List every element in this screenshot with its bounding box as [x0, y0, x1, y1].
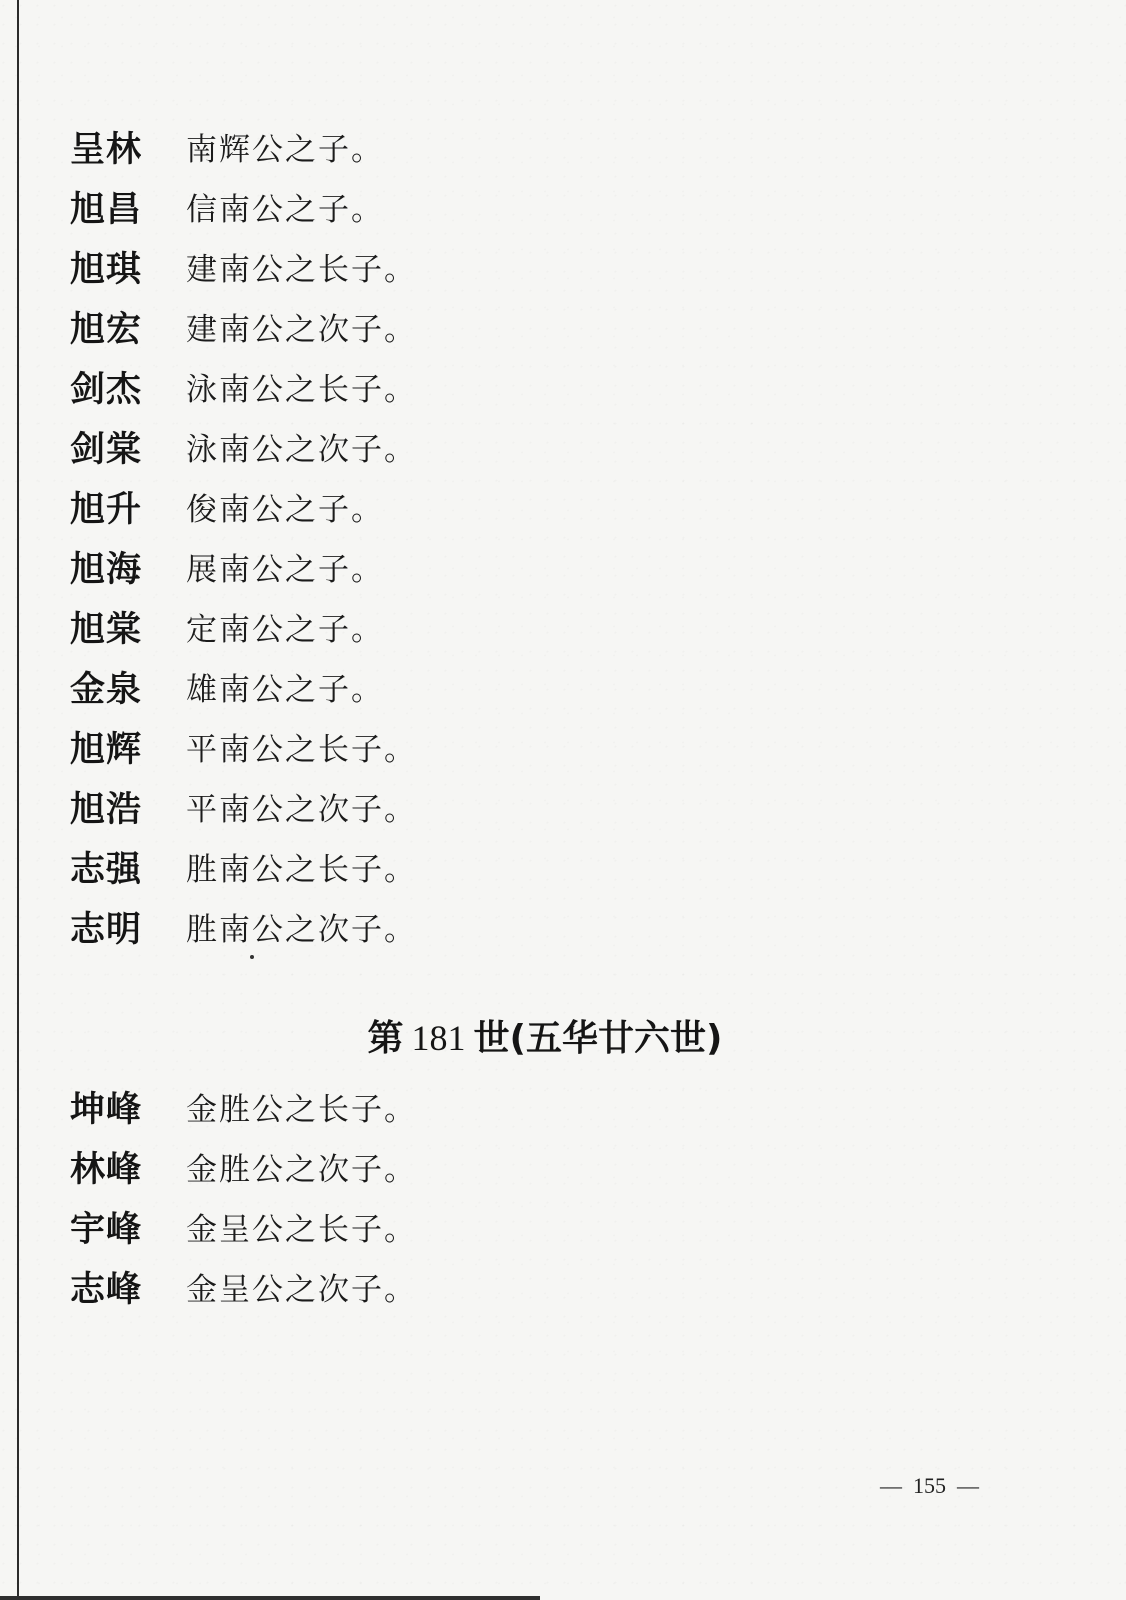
person-name: 志强 — [70, 849, 143, 890]
lineage-note: 建南公之长子。 — [186, 251, 417, 288]
list-item — [70, 360, 417, 420]
lineage-note: 雄南公之子。 — [186, 671, 384, 708]
lineage-note: 俊南公之子。 — [186, 491, 384, 528]
lineage-note: 金胜公之长子。 — [186, 1091, 417, 1128]
lineage-note: 金呈公之次子。 — [186, 1271, 417, 1308]
list-item — [70, 780, 417, 840]
person-name: 旭琪 — [70, 249, 143, 290]
list-item — [70, 1080, 417, 1140]
person-name: 剑杰 — [70, 369, 143, 410]
person-name: 坤峰 — [70, 1089, 143, 1130]
person-name: 剑棠 — [70, 429, 143, 470]
person-name: 金泉 — [70, 669, 143, 710]
scan-speck — [250, 955, 254, 959]
heading-number: 181 — [411, 1018, 466, 1058]
list-item — [70, 480, 417, 540]
person-name: 旭升 — [70, 489, 143, 530]
lineage-note: 泳南公之长子。 — [186, 371, 417, 408]
list-item — [70, 300, 417, 360]
list-item — [70, 1260, 417, 1320]
heading-prefix: 第 — [367, 1018, 404, 1059]
list-item — [70, 420, 417, 480]
list-item — [70, 540, 417, 600]
lineage-note: 建南公之次子。 — [186, 311, 417, 348]
scan-bottom-edge — [0, 1596, 540, 1600]
heading-suffix: 世(五华廿六世) — [473, 1018, 723, 1059]
list-item — [70, 840, 417, 900]
list-item — [70, 240, 417, 300]
lineage-note: 胜南公之次子。 — [186, 911, 417, 948]
person-name: 宇峰 — [70, 1209, 143, 1250]
lineage-note: 平南公之次子。 — [186, 791, 417, 828]
lineage-note: 信南公之子。 — [186, 191, 384, 228]
lineage-note: 金胜公之次子。 — [186, 1151, 417, 1188]
person-name: 旭宏 — [70, 309, 143, 350]
lineage-note: 定南公之子。 — [186, 611, 384, 648]
binding-edge — [17, 0, 19, 1600]
list-item — [70, 120, 417, 180]
list-item — [70, 900, 417, 960]
person-name: 旭浩 — [70, 789, 143, 830]
page-number: — 155 — — [880, 1473, 979, 1498]
person-name: 志明 — [70, 909, 143, 950]
list-item — [70, 720, 417, 780]
person-name: 林峰 — [70, 1149, 143, 1190]
person-name: 旭辉 — [70, 729, 143, 770]
list-item — [70, 1140, 417, 1200]
lineage-note: 平南公之长子。 — [186, 731, 417, 768]
list-item — [70, 1200, 417, 1260]
generation-heading — [0, 1020, 1090, 1057]
lineage-note: 泳南公之次子。 — [186, 431, 417, 468]
list-item — [70, 660, 417, 720]
person-name: 旭昌 — [70, 189, 143, 230]
genealogy-list-generation-181 — [70, 1080, 417, 1320]
person-name: 旭棠 — [70, 609, 143, 650]
lineage-note: 金呈公之长子。 — [186, 1211, 417, 1248]
list-item — [70, 600, 417, 660]
lineage-note: 胜南公之长子。 — [186, 851, 417, 888]
lineage-note: 南辉公之子。 — [186, 131, 384, 168]
person-name: 志峰 — [70, 1269, 143, 1310]
list-item — [70, 180, 417, 240]
person-name: 呈林 — [70, 129, 143, 170]
lineage-note: 展南公之子。 — [186, 551, 384, 588]
genealogy-list-generation-180 — [70, 120, 417, 960]
person-name: 旭海 — [70, 549, 143, 590]
